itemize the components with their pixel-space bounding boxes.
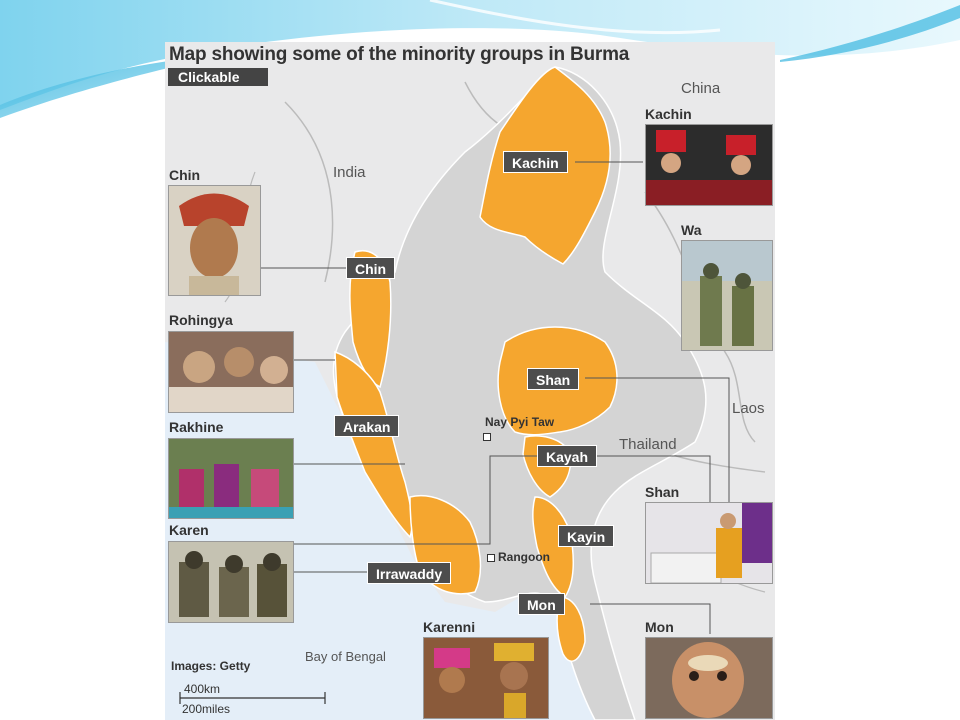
- photo-karen[interactable]: [168, 541, 294, 623]
- photo-shan[interactable]: [645, 502, 773, 584]
- photo-caption-karen: Karen: [169, 522, 209, 538]
- city-marker-icon: [487, 554, 495, 562]
- region-label-kayah[interactable]: Kayah: [537, 445, 597, 467]
- country-label-china: China: [681, 80, 721, 97]
- photo-caption-mon: Mon: [645, 619, 674, 635]
- scale-km: 400km: [184, 682, 221, 696]
- country-label-thailand: Thailand: [619, 436, 677, 453]
- country-label-india: India: [333, 164, 366, 181]
- photo-mon[interactable]: [645, 637, 773, 719]
- photo-caption-rakhine: Rakhine: [169, 419, 224, 435]
- photo-caption-chin: Chin: [169, 167, 201, 183]
- photo-wa[interactable]: [681, 240, 773, 351]
- region-label-arakan[interactable]: Arakan: [334, 415, 399, 437]
- map-panel: [165, 42, 775, 720]
- photo-kachin[interactable]: [645, 124, 773, 206]
- city-nay-pyi-taw: Nay Pyi Taw: [483, 415, 554, 443]
- photo-caption-shan: Shan: [645, 484, 680, 500]
- region-label-chin[interactable]: Chin: [346, 257, 395, 279]
- photo-karenni[interactable]: [423, 637, 549, 719]
- photo-caption-wa: Wa: [681, 222, 702, 238]
- scale-miles: 200miles: [182, 702, 231, 716]
- image-credit: Images: Getty: [171, 659, 251, 673]
- region-label-mon[interactable]: Mon: [518, 593, 565, 615]
- capital-marker-icon: [483, 433, 491, 441]
- scale-bar: [168, 678, 373, 720]
- photo-rohingya[interactable]: [168, 331, 294, 413]
- photo-caption-kachin: Kachin: [645, 106, 692, 122]
- region-label-shan[interactable]: Shan: [527, 368, 579, 390]
- map-title: Map showing some of the minority groups in Burma: [169, 44, 630, 65]
- photo-chin[interactable]: [168, 185, 261, 296]
- photo-rakhine[interactable]: [168, 438, 294, 519]
- country-label-bay-of-bengal: Bay of Bengal: [305, 649, 386, 664]
- clickable-badge[interactable]: Clickable: [168, 68, 268, 86]
- region-label-kachin[interactable]: Kachin: [503, 151, 568, 173]
- region-label-kayin[interactable]: Kayin: [558, 525, 614, 547]
- city-rangoon: Rangoon: [487, 550, 550, 564]
- country-label-laos: Laos: [732, 400, 765, 417]
- photo-caption-rohingya: Rohingya: [169, 312, 233, 328]
- photo-caption-karenni: Karenni: [423, 619, 476, 635]
- region-label-irrawaddy[interactable]: Irrawaddy: [367, 562, 451, 584]
